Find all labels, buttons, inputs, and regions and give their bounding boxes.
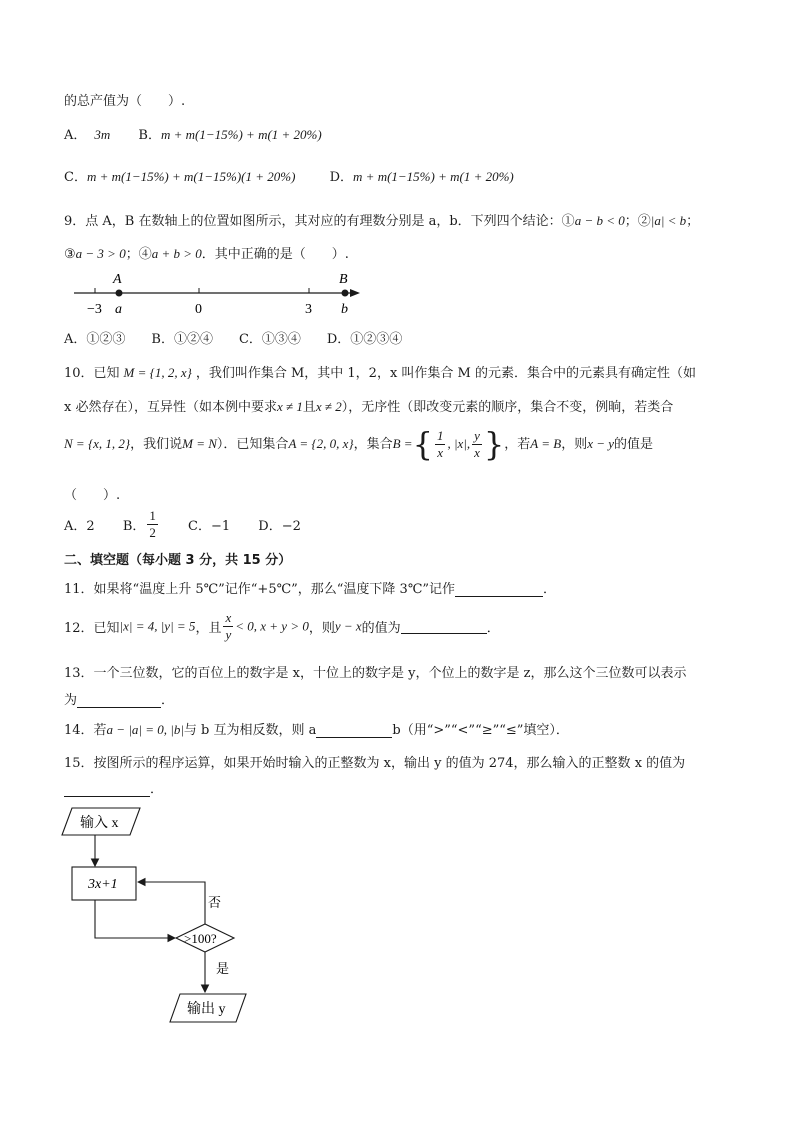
- q8-option-b: m + m(1−15%) + m(1 + 20%): [160, 127, 322, 142]
- frac-numerator: 1: [436, 428, 444, 443]
- q10-set-a: A = {2, 0, x}: [288, 436, 354, 451]
- section-heading: 二、填空题（每小题 3 分，共 15 分）: [64, 553, 292, 568]
- q10-cond1: x ≠ 1: [276, 399, 303, 414]
- q8-option-a: 3m: [94, 127, 111, 142]
- q13-line1: 13．一个三位数，它的百位上的数字是 x，十位上的数字是 y，个位上的数字是 z，那么这个三位数可以表示: [64, 666, 687, 681]
- frac-numerator: x: [225, 610, 232, 625]
- q8-option-c-label: C．: [64, 170, 87, 185]
- q15-end: ．: [150, 782, 164, 797]
- q9-question: ．其中正确的是（ ）.: [201, 247, 349, 262]
- q12-frac-x-over-y: [223, 610, 233, 643]
- q10-line3-text-d: ，若: [504, 437, 531, 452]
- q10-line3: [64, 425, 654, 464]
- q12-intro: 12．已知: [64, 621, 120, 636]
- q8-option-b-label: B．: [138, 128, 161, 143]
- q14-text-b: 与 b 互为相反数，则 a: [183, 723, 317, 738]
- q10-frac-1-over-x: [435, 428, 446, 461]
- q10-option-b-frac: [147, 508, 158, 541]
- q12: [64, 610, 500, 643]
- q9-stem-line2: [64, 243, 349, 262]
- q15-flowchart: [50, 800, 270, 1040]
- q10-cond2: x ≠ 2: [315, 399, 342, 414]
- q10-expr: x − y: [587, 436, 615, 451]
- q9-sep3: ；④: [125, 247, 152, 262]
- q12-text-c: ，则: [308, 621, 335, 636]
- q9-conclusion-3: a − 3 > 0: [75, 246, 126, 261]
- q11-text: 11．如果将“温度上升 5℃”记作“+5℃”，那么“温度下降 3℃”记作: [64, 582, 456, 597]
- q8-option-d-label: D．: [329, 170, 354, 185]
- point-b-lower: b: [341, 302, 348, 317]
- q10-abs-x: , |x|,: [447, 436, 471, 451]
- q9-stem-text: 9．点 A，B 在数轴上的位置如图所示，其对应的有理数分别是 a，b．下列四个结论：①: [64, 214, 575, 229]
- q14-intro: 14．若: [64, 723, 107, 738]
- q9-conclusion-1: a − b < 0: [574, 213, 625, 228]
- point-b-upper: B: [339, 272, 348, 287]
- q12-text-b: ，且: [195, 621, 222, 636]
- q12-answer-blank[interactable]: [401, 619, 487, 634]
- q9-number-line: [60, 268, 380, 320]
- q10-options: [64, 508, 301, 541]
- q15-answer-blank[interactable]: [64, 782, 150, 797]
- q10-line2-text-c: ），无序性（即改变元素的顺序，集合不变，例晌，若类合: [341, 400, 674, 415]
- flow-input-label: 输入 x: [80, 816, 119, 831]
- q10-line3-text-e: ，则: [561, 437, 588, 452]
- q8-option-a-label: A．: [64, 128, 87, 143]
- flow-process-label: 3x+1: [88, 877, 118, 892]
- q10-frac-y-over-x: [472, 428, 482, 461]
- q10-option-b-label: B．: [122, 519, 146, 534]
- tick-0-label: 0: [195, 302, 202, 317]
- q13-answer-blank[interactable]: [77, 693, 161, 708]
- q9-conclusion-4: a + b > 0: [151, 246, 202, 261]
- q10-right-brace: }: [483, 425, 505, 464]
- q10-set-m: M = {1, 2, x}: [123, 365, 192, 380]
- flow-arrow-no: [138, 882, 205, 924]
- flow-arrow-to-decision: [95, 900, 175, 938]
- q12-cond2: < 0, x + y > 0: [235, 618, 309, 634]
- q9-sep2: ；: [686, 214, 700, 229]
- q13-line2: [64, 689, 174, 708]
- q10-line1-text: ，我们叫作集合 M，其中 1，2，x 叫作集合 M 的元素．集合中的元素具有确定性（如: [195, 366, 696, 381]
- q14-cond: a − |a| = 0, |b|: [106, 722, 184, 737]
- q11-end: ．: [543, 582, 557, 597]
- frac-numerator: y: [474, 428, 480, 443]
- q10-set-b-prefix: B =: [392, 436, 413, 451]
- q14-answer-blank[interactable]: [316, 723, 392, 738]
- q12-text-d: 的值为: [361, 621, 401, 636]
- q10-option-a: A．2: [64, 519, 95, 534]
- q10-option-c: C．−1: [188, 519, 231, 534]
- q10-line3-text-b: ）．已知集合: [216, 437, 289, 452]
- frac-denominator: x: [474, 445, 480, 460]
- q8-stem-tail: 的总产值为（ ）.: [64, 94, 186, 109]
- q10-line4: （ ）.: [64, 488, 121, 503]
- q8-option-c: m + m(1−15%) + m(1−15%)(1 + 20%): [86, 169, 296, 184]
- flow-yes-label: 是: [216, 961, 230, 976]
- flow-output-label: 输出 y: [187, 1002, 226, 1017]
- q10-eq-mn: M = N: [182, 436, 217, 451]
- q9-marker-3: ③: [64, 247, 76, 262]
- point-a-lower: a: [115, 302, 122, 317]
- q8-options-row1: [64, 124, 322, 143]
- q10-line1: [64, 362, 696, 381]
- q10-line2: [64, 396, 673, 415]
- flow-no-label: 否: [208, 895, 222, 910]
- point-b-dot: [342, 290, 349, 297]
- q15-line1: 15．按图所示的程序运算，如果开始时输入的正整数为 x，输出 y 的值为 274，那么输入的正整数 x 的值为: [64, 756, 686, 771]
- point-a-dot: [116, 290, 123, 297]
- q15-line2: [64, 778, 163, 797]
- q10-line3-text-c: ，集合: [353, 437, 393, 452]
- q9-conclusion-2: |a| < b: [650, 213, 687, 228]
- frac-denominator: 2: [149, 525, 156, 540]
- q10-line2-text-b: 且: [302, 400, 316, 415]
- q13-line2-text: 为: [64, 693, 78, 708]
- q10-set-n: N = {x, 1, 2}: [64, 436, 131, 451]
- q12-end: ．: [486, 621, 500, 636]
- tick-3-label: 3: [305, 302, 312, 317]
- q9-options: A．①②③ B．①②④ C．①③④ D．①②③④: [64, 332, 403, 347]
- flow-decision-label: >100?: [184, 931, 217, 946]
- q9-sep1: ；②: [624, 214, 651, 229]
- q10-intro: 10．已知: [64, 366, 120, 381]
- q12-cond: |x| = 4, |y| = 5: [119, 618, 196, 634]
- q10-line3-text-f: 的值是: [614, 437, 654, 452]
- q14: [64, 719, 569, 738]
- number-line-arrow: [350, 289, 360, 297]
- q9-stem-line1: [64, 210, 699, 229]
- frac-denominator: y: [225, 627, 232, 642]
- q13-end: ．: [161, 693, 175, 708]
- q14-text-c: b（用“>”“<”“≥”“≤”填空）．: [392, 723, 569, 738]
- q10-line3-text-a: ，我们说: [130, 437, 183, 452]
- q12-expr: y − x: [334, 618, 362, 634]
- q11-answer-blank[interactable]: [455, 582, 543, 597]
- tick-neg3-label: −3: [87, 302, 102, 317]
- point-a-upper: A: [113, 272, 122, 287]
- frac-numerator: 1: [149, 508, 156, 523]
- frac-denominator: x: [437, 445, 444, 460]
- q10-line2-text-a: x 必然存在），互异性（如本例中要求: [64, 400, 277, 415]
- q8-options-row2: [64, 166, 514, 185]
- q11: [64, 578, 556, 597]
- q10-option-d: D．−2: [258, 519, 301, 534]
- q8-option-d: m + m(1−15%) + m(1 + 20%): [353, 169, 514, 184]
- q10-eq-ab: A = B: [530, 436, 562, 451]
- q10-left-brace: {: [412, 425, 433, 464]
